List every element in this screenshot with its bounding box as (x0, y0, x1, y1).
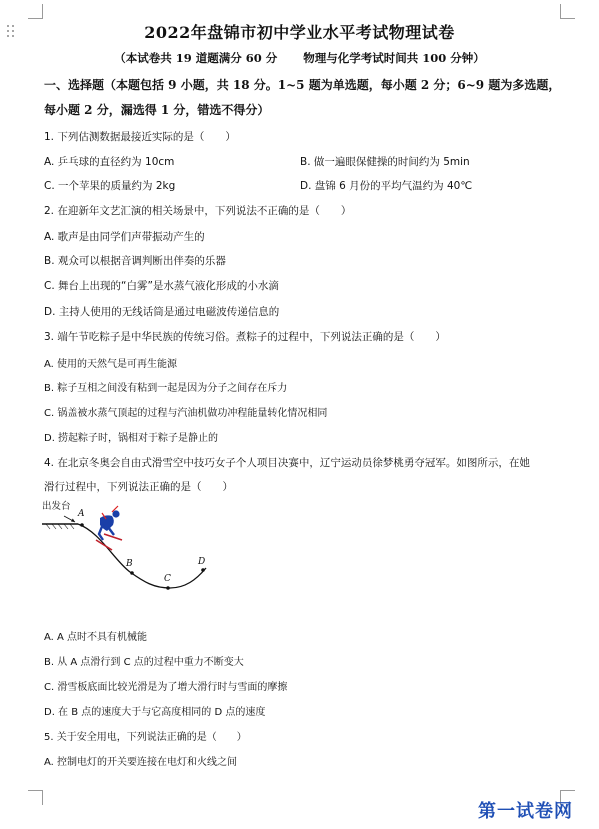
track-point-b (130, 571, 134, 575)
question-5-stem: 5. 关于安全用电，下列说法正确的是（ ） (44, 732, 247, 743)
exam-subtitle (0, 50, 599, 66)
skier-icon (96, 506, 122, 550)
question-1-option-b: B. 做一遍眼保健操的时间约为 5min (300, 156, 470, 168)
track-point-d (201, 568, 205, 572)
crop-mark-bottom-left (28, 790, 43, 805)
question-4-option-c: C. 滑雪板底面比较光滑是为了增大滑行时与雪面的摩擦 (44, 682, 288, 693)
question-4-option-d: D. 在 B 点的速度大于与它高度相同的 D 点的速度 (44, 707, 266, 718)
site-watermark: 第一试卷网 (478, 801, 573, 822)
track-label-d: D (198, 557, 206, 567)
question-3-option-c: C. 锅盖被水蒸气顶起的过程与汽油机做功冲程能量转化情况相同 (44, 408, 328, 419)
question-3-option-b: B. 粽子互相之间没有粘到一起是因为分子之间存在斥力 (44, 383, 288, 394)
question-2-option-d: D. 主持人使用的无线话筒是通过电磁波传递信息的 (44, 306, 280, 318)
ski-track-figure (40, 500, 220, 600)
question-4-stem-line-2: 滑行过程中，下列说法正确的是（ ） (44, 481, 233, 493)
track-label-b: B (126, 559, 133, 569)
question-1-option-d: D. 盘锦 6 月份的平均气温约为 40℃ (300, 180, 473, 192)
question-1-option-c: C. 一个苹果的质量约为 2kg (44, 180, 176, 192)
question-2-option-a: A. 歌声是由同学们声带振动产生的 (44, 231, 205, 243)
question-3-option-a: A. 使用的天然气是可再生能源 (44, 359, 178, 370)
subtitle-time: 物理与化学考试时间共 100 分钟） (303, 51, 485, 65)
question-1-stem: 1. 下列估测数据最接近实际的是（ ） (44, 131, 236, 143)
track-label-a: A (78, 509, 85, 519)
question-2-option-b: B. 观众可以根据音调判断出伴奏的乐器 (44, 255, 226, 267)
platform-label: 出发台 (42, 501, 71, 512)
subtitle-score: （本试卷共 19 道题满分 60 分 (114, 51, 278, 65)
section-heading-line-1: 一、选择题（本题包括 9 小题，共 18 分。1~5 题为单选题，每小题 2 分；6~9 题为多选题， (44, 78, 561, 92)
question-2-stem: 2. 在迎新年文艺汇演的相关场景中，下列说法不正确的是（ ） (44, 205, 352, 217)
track-point-a (80, 523, 84, 527)
question-4-option-b: B. 从 A 点滑行到 C 点的过程中重力不断变大 (44, 657, 244, 668)
section-heading-line-2: 每小题 2 分，漏选得 1 分，错选不得分） (44, 103, 270, 117)
track-label-c: C (164, 574, 171, 584)
question-4-stem-line-1: 4. 在北京冬奥会自由式滑雪空中技巧女子个人项目决赛中，辽宁运动员徐梦桃勇夺冠军。如图所示，在她 (44, 457, 530, 469)
question-2-option-c: C. 舞台上出现的“白雾”是水蒸气液化形成的小水滴 (44, 280, 279, 292)
question-1-option-a: A. 乒乓球的直径约为 10cm (44, 156, 175, 168)
question-4-option-a: A. A 点时不具有机械能 (44, 632, 148, 643)
question-3-option-d: D. 捞起粽子时，锅相对于粽子是静止的 (44, 433, 219, 444)
question-5-option-a: A. 控制电灯的开关要连接在电灯和火线之间 (44, 757, 238, 768)
crop-mark-top-right (560, 4, 575, 19)
crop-mark-top-left (28, 4, 43, 19)
track-point-c (166, 586, 170, 590)
exam-title: 2022年盘锦市初中学业水平考试物理试卷 (144, 23, 455, 42)
question-3-stem: 3. 端午节吃粽子是中华民族的传统习俗。煮粽子的过程中，下列说法正确的是（ ） (44, 331, 446, 343)
